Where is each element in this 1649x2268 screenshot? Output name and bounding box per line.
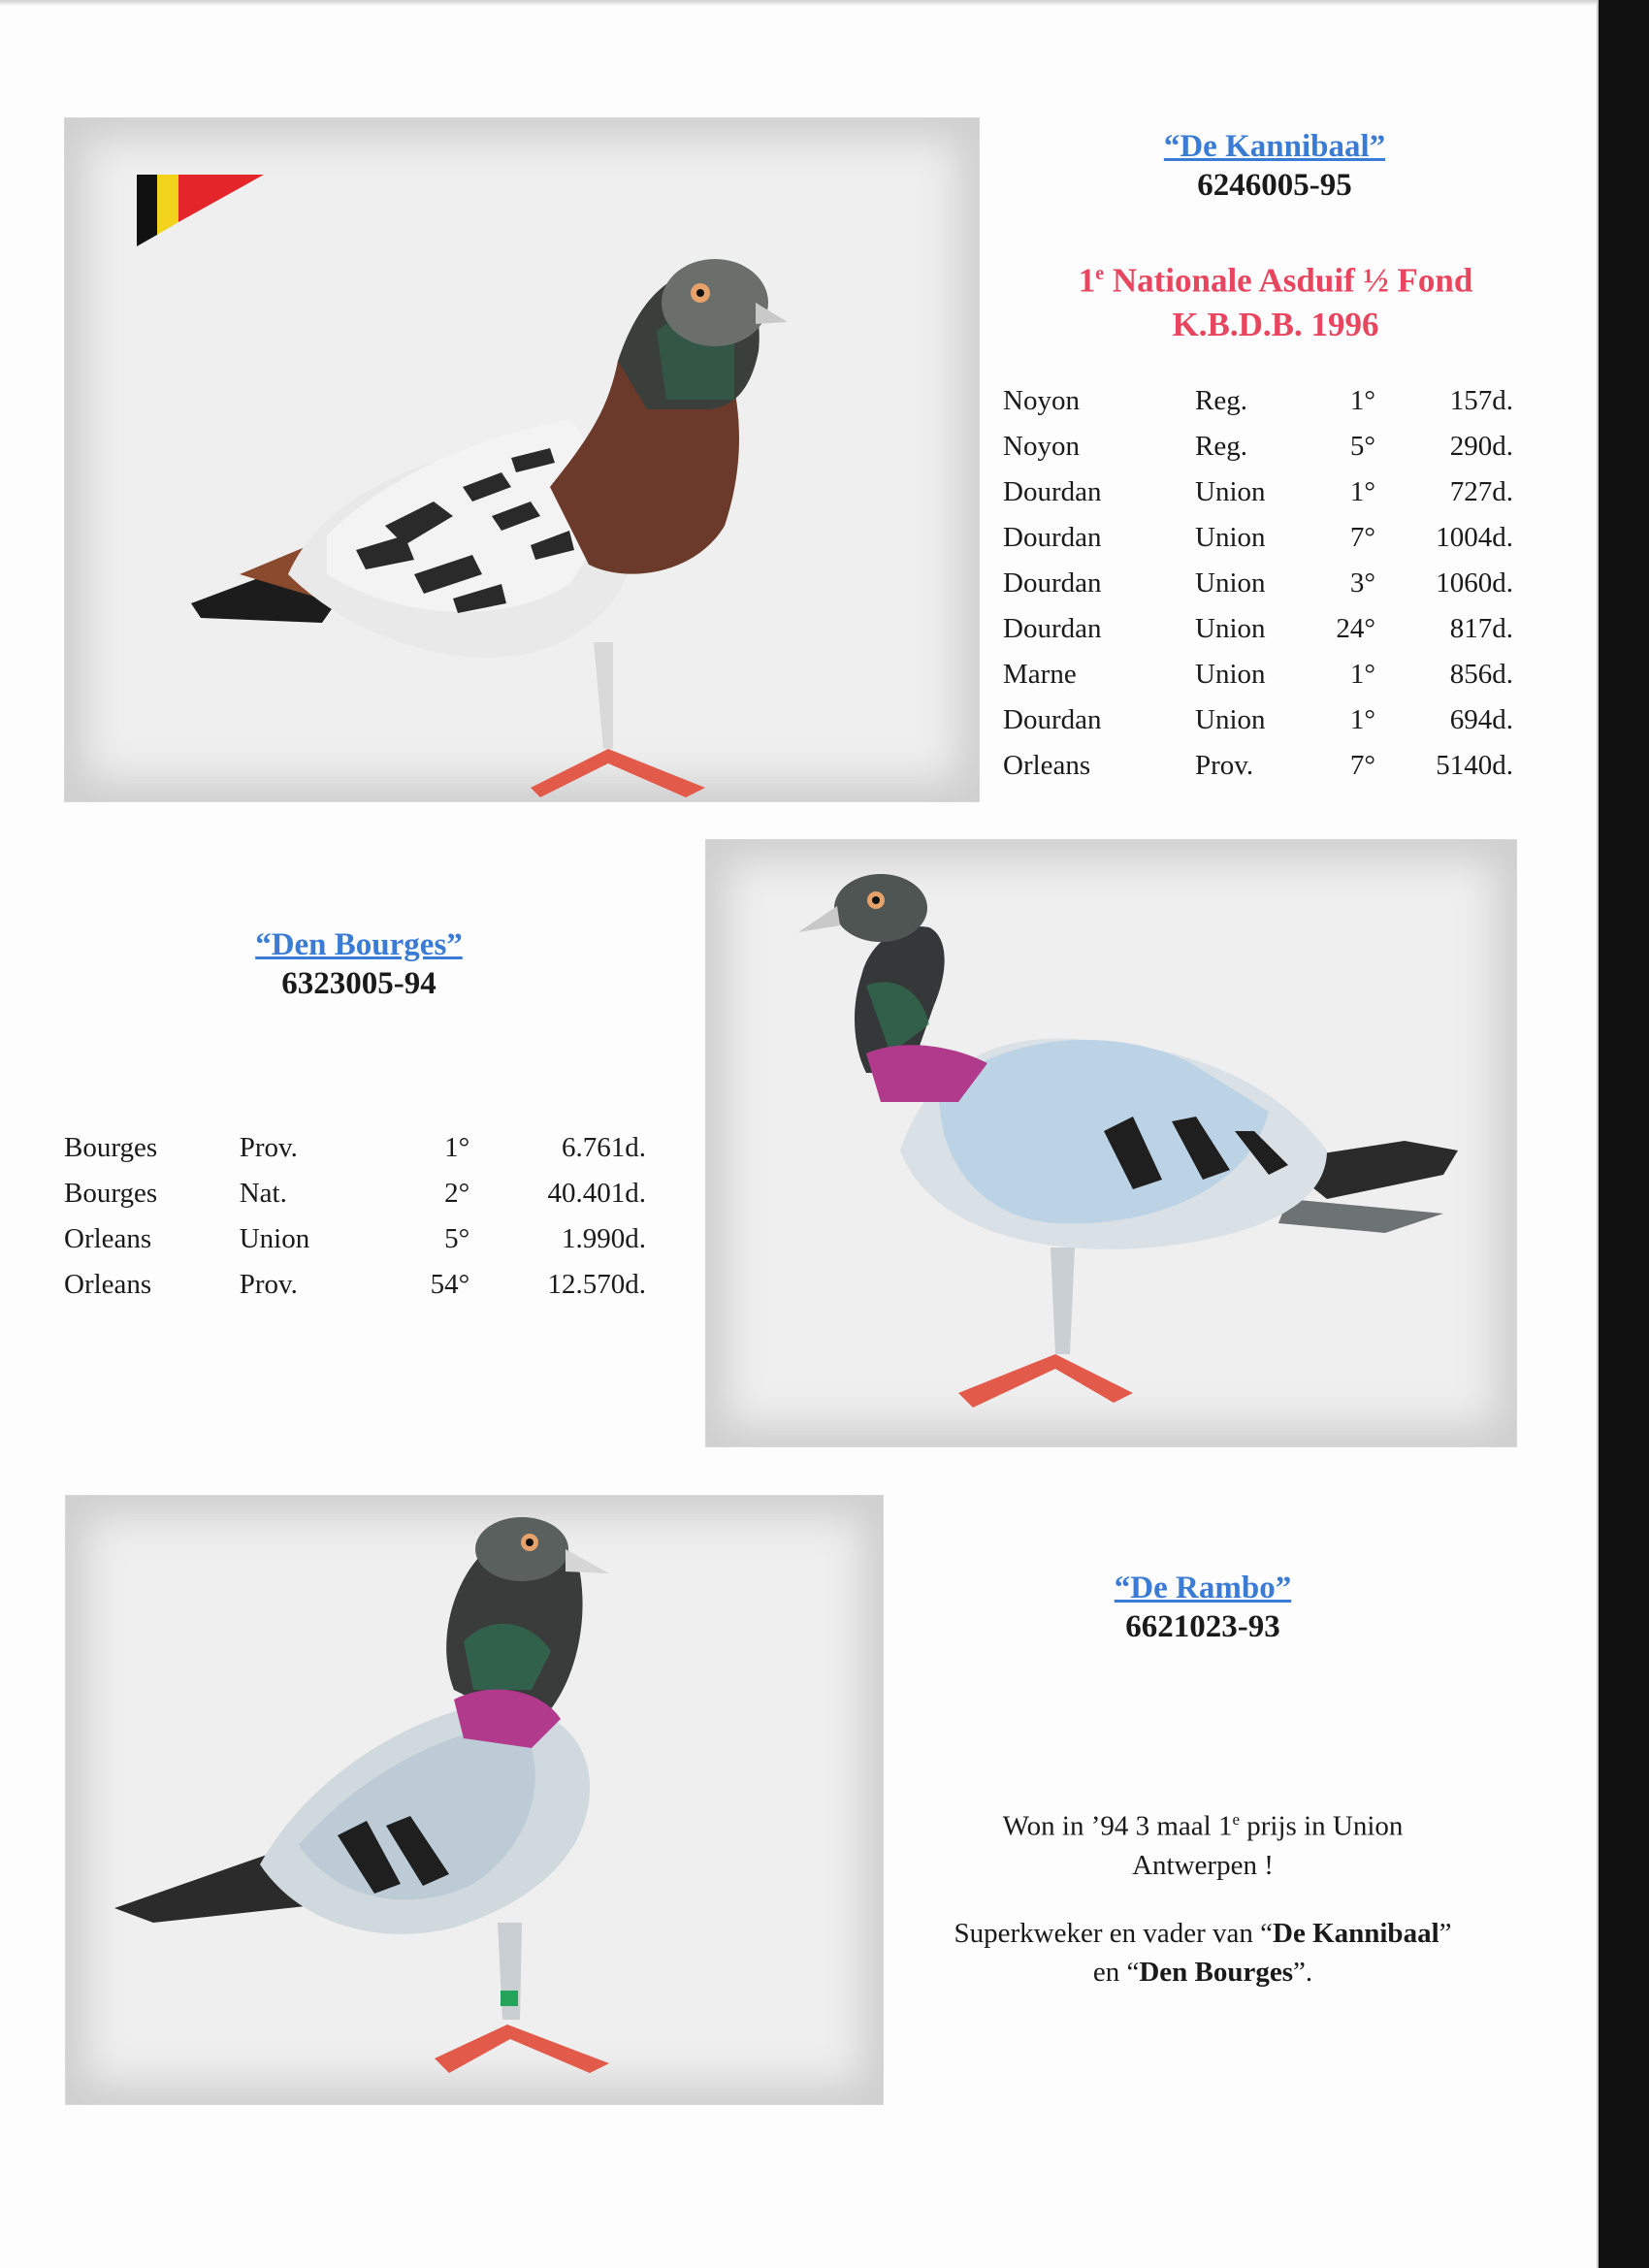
note2-line-2: en “Den Bourges”. — [1092, 1957, 1313, 1988]
race-level: Union — [1195, 522, 1266, 553]
race-place: 5° — [1349, 431, 1375, 462]
race-distance: 12.570d. — [547, 1269, 646, 1300]
bird1-award — [989, 252, 1562, 346]
award-line-2: K.B.D.B. 1996 — [1172, 305, 1379, 343]
award-line-1: 1e Nationale Asduif ½ Fond — [1078, 261, 1473, 300]
result-row — [1003, 515, 1513, 561]
bird2-name: “Den Bourges” — [255, 927, 463, 962]
scan-edge-right — [1599, 0, 1649, 2268]
race-location: Marne — [1003, 659, 1077, 690]
race-level: Prov. — [239, 1269, 298, 1300]
result-row — [1003, 697, 1513, 743]
race-distance: 157d. — [1449, 385, 1513, 416]
result-row — [1003, 652, 1513, 697]
race-distance: 1004d. — [1436, 522, 1513, 553]
bird3-heading — [989, 1569, 1416, 1646]
race-level: Reg. — [1195, 385, 1247, 416]
race-level: Union — [1195, 476, 1266, 507]
result-row — [64, 1125, 646, 1171]
bird2-heading — [146, 925, 572, 1003]
bird1-heading — [1061, 127, 1488, 205]
race-level: Union — [239, 1223, 310, 1254]
race-location: Noyon — [1003, 385, 1080, 416]
race-place: 5° — [444, 1223, 470, 1254]
result-row — [64, 1216, 646, 1262]
race-place: 1° — [1349, 704, 1375, 735]
race-place: 7° — [1349, 522, 1375, 553]
race-distance: 817d. — [1449, 613, 1513, 644]
race-place: 1° — [1349, 476, 1375, 507]
pigeon-checker-icon — [65, 118, 979, 801]
result-row — [1003, 606, 1513, 652]
note1-line-1: Won in ’94 3 maal 1e prijs in Union — [1002, 1810, 1404, 1842]
race-place: 2° — [444, 1178, 470, 1209]
race-level: Reg. — [1195, 431, 1247, 462]
race-distance: 856d. — [1449, 659, 1513, 690]
bird1-ring-number: 6246005-95 — [1197, 168, 1352, 203]
race-distance: 1060d. — [1436, 567, 1513, 599]
race-place: 54° — [430, 1269, 470, 1300]
race-place: 7° — [1349, 750, 1375, 781]
race-place: 24° — [1336, 613, 1375, 644]
race-distance: 694d. — [1449, 704, 1513, 735]
race-location: Dourdan — [1003, 567, 1102, 599]
race-level: Union — [1195, 567, 1266, 599]
result-row — [1003, 378, 1513, 424]
bird1-name: “De Kannibaal” — [1163, 129, 1386, 164]
race-location: Noyon — [1003, 431, 1080, 462]
race-level: Nat. — [239, 1178, 287, 1209]
belgian-flag-icon — [137, 175, 264, 246]
race-location: Dourdan — [1003, 476, 1102, 507]
photo-de-rambo — [65, 1495, 884, 2105]
race-place: 1° — [444, 1132, 470, 1163]
race-location: Dourdan — [1003, 704, 1102, 735]
photo-den-bourges — [705, 839, 1517, 1447]
bird2-ring-number: 6323005-94 — [281, 966, 436, 1001]
race-distance: 1.990d. — [562, 1223, 646, 1254]
race-level: Prov. — [239, 1132, 298, 1163]
photo-de-kannibaal — [64, 117, 980, 802]
result-row — [1003, 561, 1513, 606]
race-location: Bourges — [64, 1178, 158, 1209]
note2-line-1: Superkweker en vader van “De Kannibaal” — [954, 1918, 1452, 1949]
race-distance: 290d. — [1449, 431, 1513, 462]
pigeon-blue-bar-icon — [66, 1496, 883, 2104]
race-location: Orleans — [1003, 750, 1091, 781]
race-level: Union — [1195, 613, 1266, 644]
race-location: Orleans — [64, 1269, 152, 1300]
race-place: 1° — [1349, 659, 1375, 690]
race-level: Union — [1195, 659, 1266, 690]
race-location: Dourdan — [1003, 613, 1102, 644]
race-place: 3° — [1349, 567, 1375, 599]
race-place: 1° — [1349, 385, 1375, 416]
race-location: Orleans — [64, 1223, 152, 1254]
bird1-results-table — [1003, 378, 1513, 789]
pigeon-blue-bar-icon — [706, 840, 1516, 1446]
bird2-results-table — [64, 1125, 646, 1308]
race-distance: 40.401d. — [547, 1178, 646, 1209]
bird3-note-1 — [912, 1800, 1494, 1885]
race-level: Prov. — [1195, 750, 1254, 781]
result-row — [64, 1171, 646, 1216]
bird3-note-2 — [873, 1914, 1533, 1992]
race-distance: 5140d. — [1436, 750, 1513, 781]
bird3-ring-number: 6621023-93 — [1125, 1609, 1280, 1644]
note1-line-2: Antwerpen ! — [1132, 1849, 1274, 1881]
result-row — [1003, 424, 1513, 470]
race-distance: 6.761d. — [562, 1132, 646, 1163]
scan-edge-top — [0, 0, 1599, 6]
race-distance: 727d. — [1449, 476, 1513, 507]
race-level: Union — [1195, 704, 1266, 735]
bird3-name: “De Rambo” — [1114, 1571, 1292, 1605]
race-location: Dourdan — [1003, 522, 1102, 553]
result-row — [1003, 743, 1513, 789]
race-location: Bourges — [64, 1132, 158, 1163]
result-row — [1003, 470, 1513, 515]
result-row — [64, 1262, 646, 1308]
